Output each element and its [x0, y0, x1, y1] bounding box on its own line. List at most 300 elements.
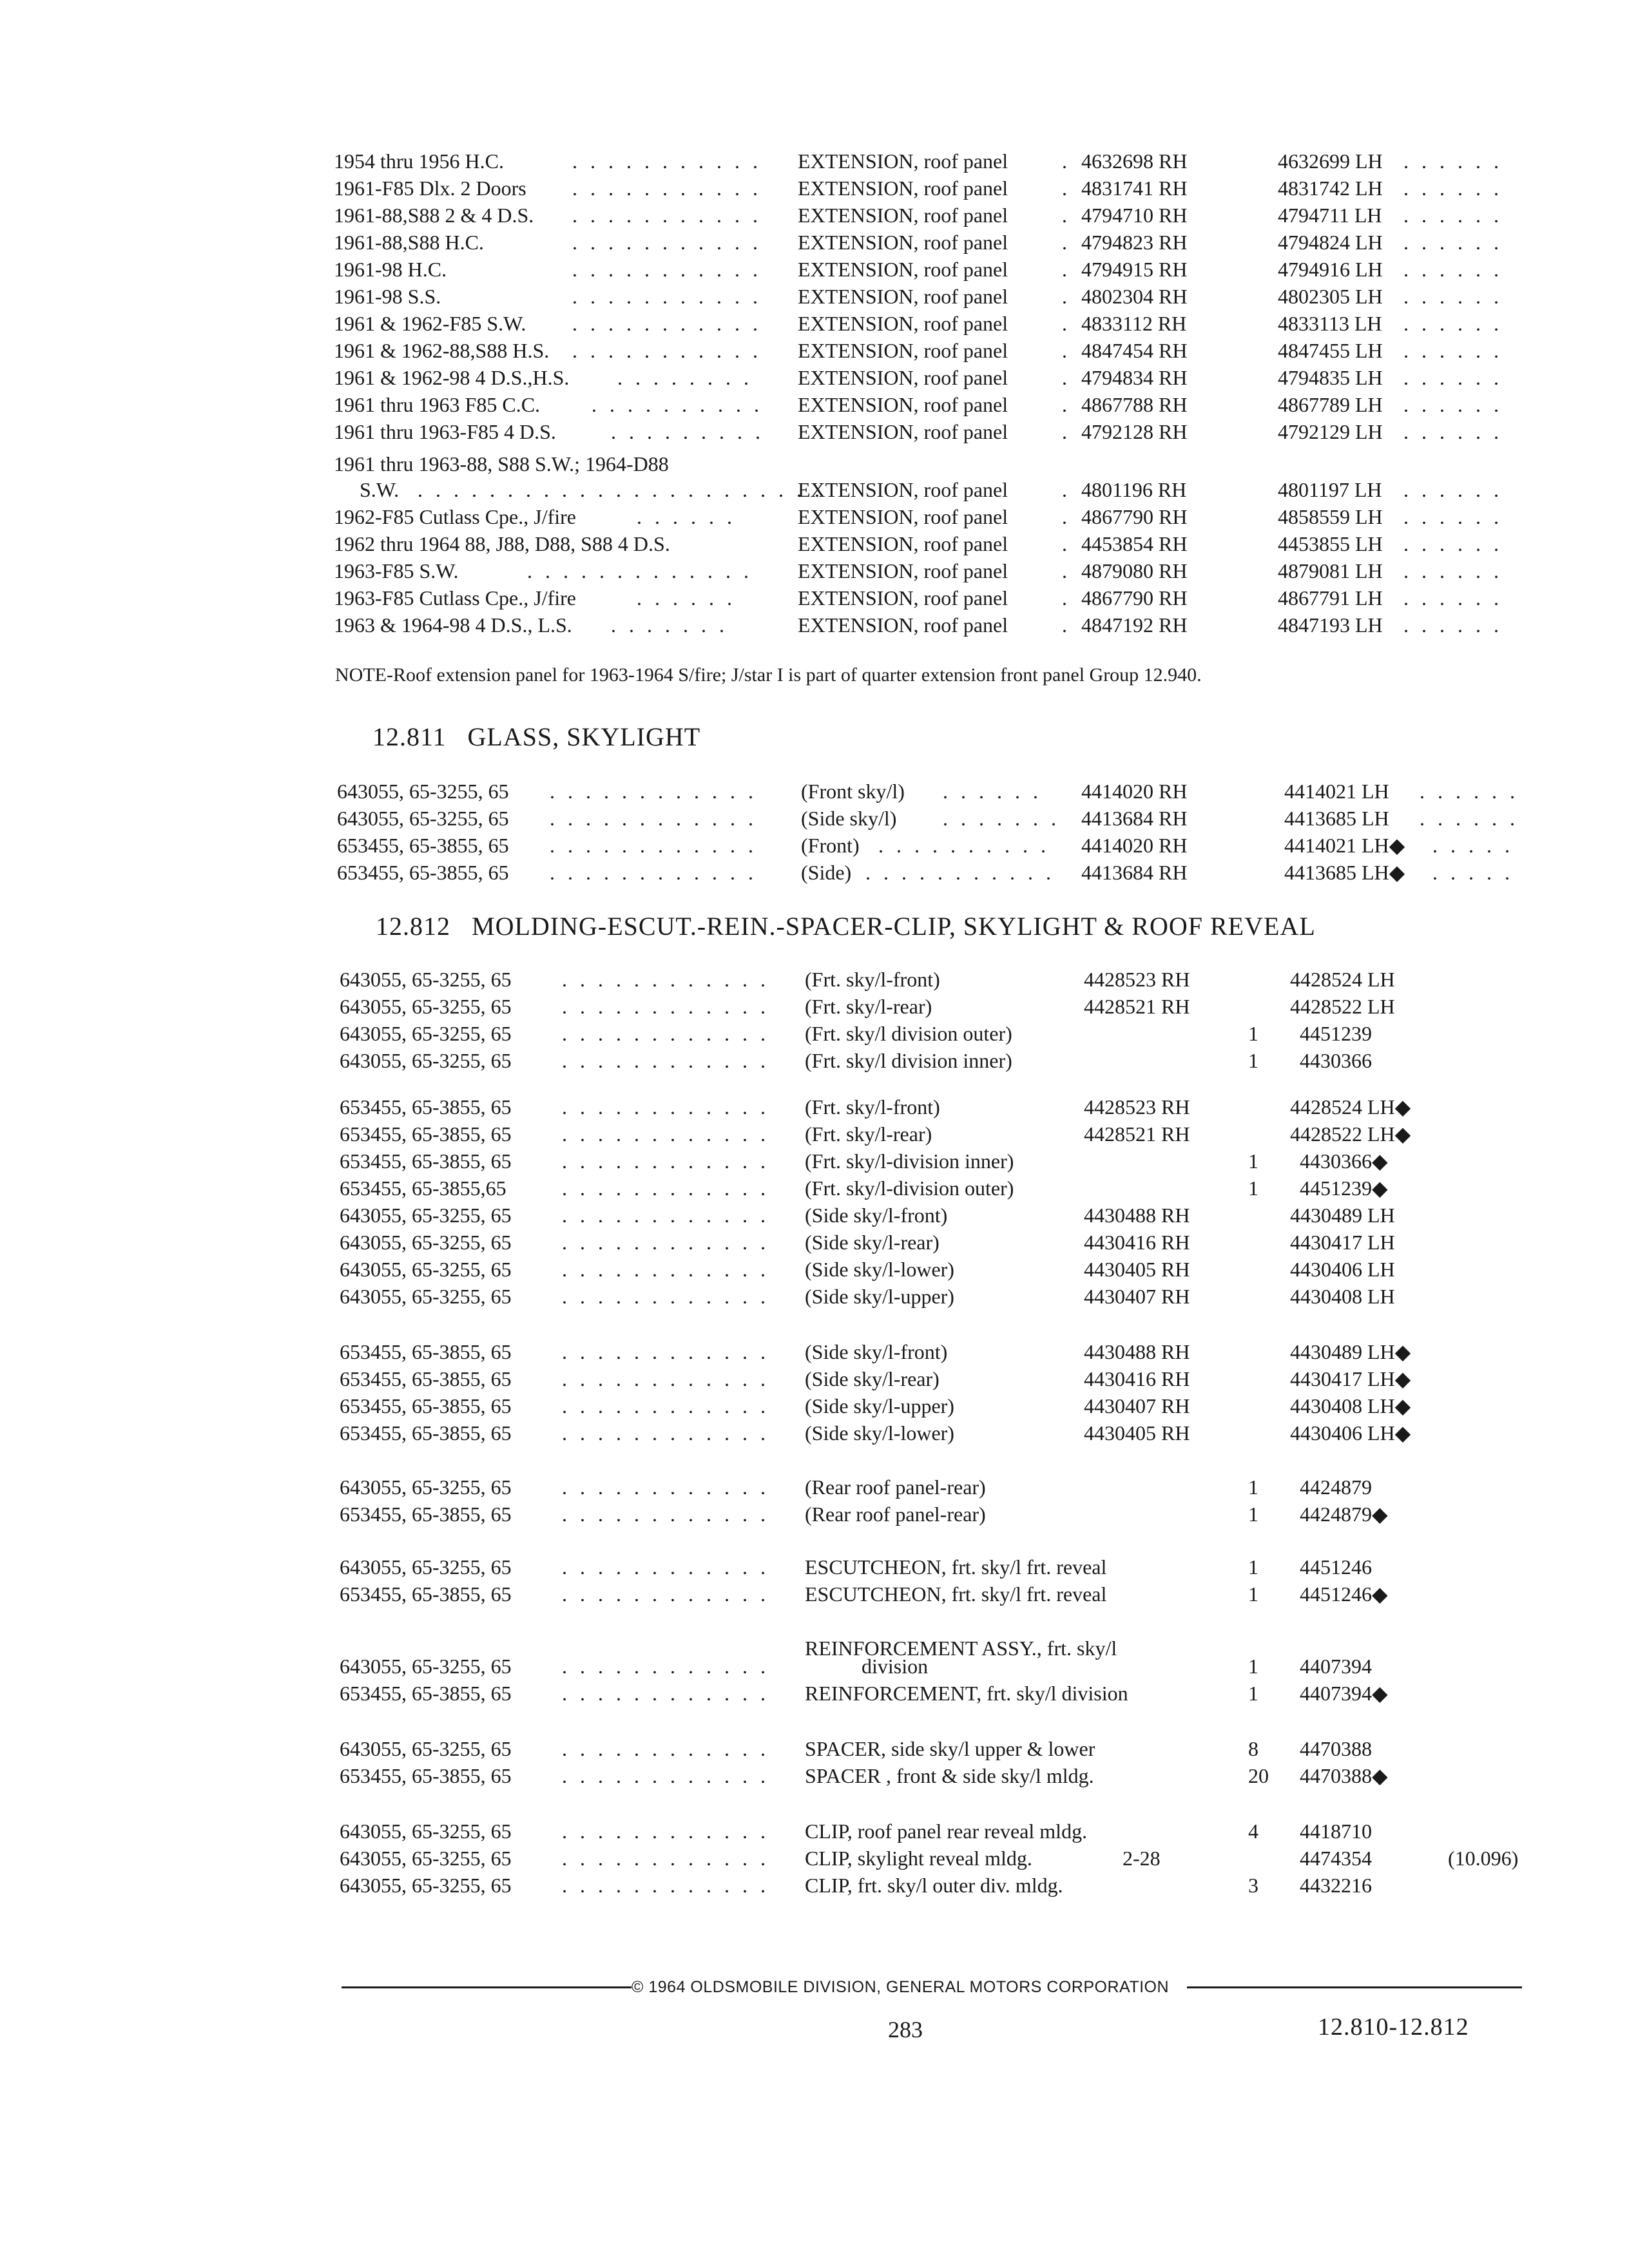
quantity-cell: 2-28	[1123, 1847, 1161, 1870]
lh-part-number: 4418710	[1300, 1820, 1372, 1843]
leader-dots: . . . . . . . . . . .	[572, 231, 762, 254]
lh-part-number: 4413685 LH	[1284, 807, 1389, 830]
model-cell: 1961 & 1962-88,S88 H.S.	[334, 339, 550, 362]
model-cell: S.W.	[360, 478, 400, 501]
row-12812	[340, 1501, 1538, 1527]
model-cell: 1961 & 1962-98 4 D.S.,H.S.	[334, 366, 570, 389]
row-12810	[334, 284, 1532, 309]
row-12812	[340, 1229, 1538, 1255]
description-cell: (Side)	[801, 861, 852, 884]
model-cell: 1963 & 1964-98 4 D.S., L.S.	[334, 613, 572, 637]
lh-part-number: 4794824 LH	[1278, 231, 1383, 254]
description-cell: EXTENSION, roof panel	[798, 285, 1008, 308]
description-cell: (Frt. sky/l-rear)	[805, 1122, 932, 1146]
description-cell: EXTENSION, roof panel	[798, 586, 1008, 610]
leader-dots: . . . . . . . . . . .	[572, 339, 762, 362]
lh-part-number: 4847455 LH	[1278, 339, 1383, 362]
row-12811	[337, 860, 1536, 885]
row-12810	[334, 175, 1532, 201]
row-12812	[340, 1736, 1538, 1762]
rh-part-number: 4430416 RH	[1084, 1367, 1190, 1390]
lh-part-number: 4833113 LH	[1278, 312, 1382, 335]
model-cell: 1962 thru 1964 88, J88, D88, S88 4 D.S.	[334, 532, 670, 555]
lh-part-number: 4407394	[1300, 1655, 1372, 1678]
description-cell: (Rear roof panel-rear)	[805, 1475, 986, 1499]
leader-dots: . . . . . .	[1403, 478, 1503, 501]
quantity-cell: 1	[1248, 1582, 1258, 1606]
rh-part-number: 4879080 RH	[1081, 559, 1188, 582]
lh-part-number: 4451246	[1300, 1555, 1372, 1579]
model-cell: 1961-98 H.C.	[334, 258, 447, 281]
lh-part-number: 4430366	[1300, 1049, 1372, 1072]
row-12812	[340, 1845, 1538, 1871]
leader-dots: . . . . . .	[1403, 149, 1503, 173]
leader-dots: . . . . . . .	[943, 807, 1060, 830]
leader-dots: . . . . . .	[637, 505, 736, 528]
leader-dots: . . . . . . . . . . . .	[562, 1421, 769, 1445]
description-cell: EXTENSION, roof panel	[798, 312, 1008, 335]
rh-part-number: 4414020 RH	[1081, 780, 1188, 803]
row-12812	[340, 1148, 1538, 1174]
leader-dots: . . . . . .	[1403, 505, 1503, 528]
lh-part-number: 4424879◆	[1300, 1503, 1388, 1526]
leader-dots: . . . . . . . . . . . .	[562, 1475, 769, 1499]
rh-part-number: 4794915 RH	[1081, 258, 1188, 281]
leader-dots: . . . . . . . . . . . .	[562, 1177, 769, 1200]
rh-part-number: 4801196 RH	[1081, 478, 1187, 501]
quantity-cell: 1	[1248, 1049, 1258, 1072]
model-cell: 643055, 65-3255, 65	[340, 1820, 512, 1843]
model-cell: 643055, 65-3255, 65	[340, 1655, 512, 1678]
description-cell: EXTENSION, roof panel	[798, 231, 1008, 254]
leader-dots: .	[1062, 177, 1067, 200]
leader-dots: . . . . . . . . . . . .	[550, 807, 757, 830]
row-12811	[337, 832, 1536, 858]
description-cell: EXTENSION, roof panel	[798, 532, 1008, 555]
model-cell: 653455, 65-3855, 65	[340, 1582, 512, 1606]
lh-part-number: 4794711 LH	[1278, 204, 1382, 227]
row-12812	[340, 1818, 1538, 1844]
lh-part-number: 4879081 LH	[1278, 559, 1383, 582]
leader-dots: . . . . . . . . . . .	[865, 861, 1055, 884]
row-12811	[337, 805, 1536, 831]
leader-dots: . . . . . . . . . . . .	[562, 1285, 769, 1308]
leader-dots: . . . . . .	[1420, 780, 1519, 803]
leader-dots: . . . . . . . . . . . .	[562, 1022, 769, 1045]
model-cell: 653455, 65-3855, 65	[340, 1764, 512, 1787]
leader-dots: . . . . . . . . . . . . . . . . . . . . . . .	[418, 478, 824, 501]
model-cell: 1961 & 1962-F85 S.W.	[334, 312, 526, 335]
rh-part-number: 4802304 RH	[1081, 285, 1188, 308]
leader-dots: . . . . . .	[1403, 177, 1503, 200]
lh-part-number: 4451239◆	[1300, 1177, 1388, 1200]
rh-part-number: 4792128 RH	[1081, 420, 1188, 443]
leader-dots: .	[1062, 559, 1067, 582]
model-cell: 643055, 65-3255, 65	[340, 1555, 512, 1579]
row-12810	[334, 229, 1532, 255]
leader-dots: . . . . . .	[1403, 258, 1503, 281]
lh-part-number: 4430408 LH◆	[1290, 1394, 1411, 1418]
row-12812	[340, 1474, 1538, 1500]
leader-dots: . . . . . . . . . . . .	[562, 1682, 769, 1705]
description-cell: EXTENSION, roof panel	[798, 420, 1008, 443]
rh-part-number: 4831741 RH	[1081, 177, 1188, 200]
model-cell: 653455, 65-3855, 65	[337, 861, 509, 884]
description-cell: ESCUTCHEON, frt. sky/l frt. reveal	[805, 1582, 1107, 1606]
description-cell: (Frt. sky/l-division inner)	[805, 1149, 1014, 1173]
description-cell: (Frt. sky/l division outer)	[805, 1022, 1012, 1045]
quantity-cell: 1	[1248, 1475, 1258, 1499]
model-cell: 643055, 65-3255, 65	[340, 995, 512, 1018]
leader-dots: . . . . . . . . . . . .	[550, 780, 757, 803]
description-cell: (Frt. sky/l-division outer)	[805, 1177, 1014, 1200]
lh-part-number: 4430489 LH	[1290, 1204, 1395, 1227]
leader-dots: . . . . . . . . . . .	[572, 258, 762, 281]
leader-dots: . . . . . . . . . . .	[572, 204, 762, 227]
row-12812	[340, 1763, 1538, 1789]
rh-part-number: 4414020 RH	[1081, 834, 1188, 857]
description-cell: EXTENSION, roof panel	[798, 339, 1008, 362]
leader-dots: . . . . . . . . . . . .	[562, 1847, 769, 1870]
description-cell: (Frt. sky/l-front)	[805, 1095, 940, 1119]
quantity-cell: 8	[1248, 1737, 1258, 1760]
model-cell: 1961-88,S88 2 & 4 D.S.	[334, 204, 534, 227]
rh-part-number: 4428523 RH	[1084, 1095, 1190, 1119]
rh-part-number: 4413684 RH	[1081, 807, 1188, 830]
model-cell: 1961 thru 1963 F85 C.C.	[334, 393, 541, 416]
lh-part-number: 4414021 LH	[1284, 780, 1389, 803]
leader-dots: . . . . . . . . . . . .	[562, 1582, 769, 1606]
model-cell: 653455, 65-3855, 65	[340, 1095, 512, 1119]
model-cell: 653455, 65-3855, 65	[340, 1682, 512, 1705]
row-12810	[334, 202, 1532, 228]
leader-dots: . . . . . . . . . . . .	[562, 1095, 769, 1119]
lh-part-number: 4430417 LH	[1290, 1231, 1395, 1254]
lh-part-number: 4632699 LH	[1278, 149, 1383, 173]
lh-part-number: 4470388◆	[1300, 1764, 1388, 1787]
row-12812	[340, 1653, 1538, 1679]
row-12810	[334, 148, 1532, 174]
rh-part-number: 4430405 RH	[1084, 1258, 1190, 1281]
lh-part-number: 4430489 LH◆	[1290, 1340, 1411, 1363]
description-cell: (Side sky/l-lower)	[805, 1421, 954, 1445]
leader-dots: . . . . . . . . . . . .	[562, 1367, 769, 1390]
lh-part-number: 4858559 LH	[1278, 505, 1383, 528]
description-cell: EXTENSION, roof panel	[798, 149, 1008, 173]
row-12810	[334, 311, 1532, 336]
leader-dots: . . . . . .	[1403, 204, 1503, 227]
leader-dots: . . . . . .	[637, 586, 736, 610]
footer-rule-right	[1187, 1986, 1522, 1988]
lh-part-number: 4407394◆	[1300, 1682, 1388, 1705]
leader-dots: .	[1062, 312, 1067, 335]
row-12810	[334, 612, 1532, 638]
lh-part-number: 4428524 LH	[1290, 968, 1395, 991]
model-cell: 643055, 65-3255, 65	[340, 1022, 512, 1045]
section-title: MOLDING-ESCUT.-REIN.-SPACER-CLIP, SKYLIGHT & ROOF REVEAL	[472, 912, 1316, 941]
rh-part-number: 4847454 RH	[1081, 339, 1188, 362]
model-cell: 643055, 65-3255, 65	[340, 1231, 512, 1254]
leader-dots: . . . . . . . . . .	[878, 834, 1050, 857]
page-number: 283	[888, 2017, 923, 2042]
rh-part-number: 4453854 RH	[1081, 532, 1188, 555]
leader-dots: . . . . . . . . . . . .	[562, 1764, 769, 1787]
row-12810	[334, 477, 1532, 503]
row-12812	[340, 1581, 1538, 1607]
leader-dots: . . . . . . . .	[617, 366, 753, 389]
leader-dots: .	[1062, 478, 1067, 501]
description-cell: EXTENSION, roof panel	[798, 613, 1008, 637]
leader-dots: . . . . . .	[943, 780, 1042, 803]
leader-dots: . . . . . . . . . . . .	[562, 1503, 769, 1526]
section-heading-12812	[376, 911, 1316, 942]
leader-dots: . . . . . .	[1420, 807, 1519, 830]
leader-dots: .	[1062, 231, 1067, 254]
lh-part-number: 4430406 LH◆	[1290, 1421, 1411, 1445]
leader-dots: . . . . . . . . . . . .	[562, 1149, 769, 1173]
row-12812	[340, 1420, 1538, 1446]
lh-part-number: 4794835 LH	[1278, 366, 1383, 389]
leader-dots: .	[1062, 393, 1067, 416]
row-12810	[334, 365, 1532, 390]
description-cell: (Frt. sky/l division inner)	[805, 1049, 1012, 1072]
leader-dots: . . . . . . . . . . . .	[562, 1122, 769, 1146]
description-cell: CLIP, roof panel rear reveal mldg.	[805, 1820, 1088, 1843]
leader-dots: .	[1062, 149, 1067, 173]
lh-part-number: 4430417 LH◆	[1290, 1367, 1411, 1390]
row-12812	[340, 1554, 1538, 1580]
quantity-cell: 1	[1248, 1022, 1258, 1045]
model-cell: 1961-F85 Dlx. 2 Doors	[334, 177, 526, 200]
description-cell: (Frt. sky/l-front)	[805, 968, 940, 991]
description-cell: CLIP, frt. sky/l outer div. mldg.	[805, 1874, 1063, 1897]
row-12812	[340, 1175, 1538, 1201]
model-cell: 653455, 65-3855, 65	[337, 834, 509, 857]
row-12810	[334, 558, 1532, 584]
leader-dots: . . . . . .	[1403, 339, 1503, 362]
leader-dots: . . . . . .	[1403, 420, 1503, 443]
description-cell: (Side sky/l-front)	[805, 1204, 948, 1227]
rh-part-number: 4794834 RH	[1081, 366, 1188, 389]
leader-dots: . . . . . . . . . . . .	[562, 1394, 769, 1418]
quantity-cell: 20	[1248, 1764, 1269, 1787]
lh-part-number: 4428522 LH	[1290, 995, 1395, 1018]
leader-dots: . . . . . . . . .	[611, 420, 764, 443]
lh-part-number: 4801197 LH	[1278, 478, 1382, 501]
leader-dots: . . . . . . . . . . . .	[562, 968, 769, 991]
row-12812	[340, 1366, 1538, 1392]
lh-part-number: 4451239	[1300, 1022, 1372, 1045]
model-cell: 653455, 65-3855, 65	[340, 1503, 512, 1526]
description-cell: (Side sky/l-upper)	[805, 1285, 954, 1308]
model-cell: 643055, 65-3255, 65	[340, 1874, 512, 1897]
description-cell: EXTENSION, roof panel	[798, 505, 1008, 528]
row-12812	[340, 1393, 1538, 1419]
description-cell: SPACER, side sky/l upper & lower	[805, 1737, 1095, 1760]
rh-part-number: 4428523 RH	[1084, 968, 1190, 991]
lh-part-number: 4413685 LH◆	[1284, 861, 1405, 884]
description-cell: ESCUTCHEON, frt. sky/l frt. reveal	[805, 1555, 1107, 1579]
row-12810	[334, 256, 1532, 282]
row-12810-multiline	[334, 451, 1532, 477]
section-title: GLASS, SKYLIGHT	[467, 722, 701, 751]
description-cell: CLIP, skylight reveal mldg.	[805, 1847, 1032, 1870]
description-cell: (Frt. sky/l-rear)	[805, 995, 932, 1018]
leader-dots: . . . . . . .	[611, 613, 728, 637]
leader-dots: . . . . . . . . . . . . .	[527, 559, 753, 582]
leader-dots: . . . . . .	[1403, 366, 1503, 389]
quantity-cell: 1	[1248, 1682, 1258, 1705]
lh-part-number: 4414021 LH◆	[1284, 834, 1405, 857]
rh-part-number: 4430488 RH	[1084, 1204, 1190, 1227]
description-cell: EXTENSION, roof panel	[798, 204, 1008, 227]
description-cell: (Front sky/l)	[801, 780, 905, 803]
leader-dots: . . . . . . . . . . . .	[562, 1737, 769, 1760]
leader-dots: . . . . . . . . . . . .	[562, 1231, 769, 1254]
lh-part-number: 4453855 LH	[1278, 532, 1383, 555]
model-cell-first-line: 1961 thru 1963-88, S88 S.W.; 1964-D88	[334, 452, 669, 476]
model-cell: 653455, 65-3855, 65	[340, 1149, 512, 1173]
model-cell: 643055, 65-3255, 65	[337, 780, 509, 803]
leader-dots: . . . . . .	[1403, 559, 1503, 582]
row-12810	[334, 585, 1532, 611]
row-12810	[334, 419, 1532, 445]
lh-part-number: 4831742 LH	[1278, 177, 1383, 200]
quantity-cell: 1	[1248, 1177, 1258, 1200]
leader-dots: . . . . . . . . . . .	[572, 312, 762, 335]
leader-dots: .	[1062, 505, 1067, 528]
row-12810	[334, 504, 1532, 530]
description-cell-first-line: REINFORCEMENT ASSY., frt. sky/l	[805, 1637, 1117, 1660]
row-12811	[337, 778, 1536, 804]
leader-dots: . . . . . .	[1403, 231, 1503, 254]
model-cell: 1954 thru 1956 H.C.	[334, 149, 504, 173]
description-cell: EXTENSION, roof panel	[798, 366, 1008, 389]
footer-rule-left	[342, 1986, 631, 1988]
description-cell: (Side sky/l-lower)	[805, 1258, 954, 1281]
rh-part-number: 4794823 RH	[1081, 231, 1188, 254]
section-heading-12811	[372, 722, 700, 753]
leader-dots: . . . . . .	[1403, 312, 1503, 335]
leader-dots: . . . . . .	[1403, 285, 1503, 308]
model-cell: 643055, 65-3255, 65	[337, 807, 509, 830]
leader-dots: . . . . . . . . . . . .	[562, 995, 769, 1018]
leader-dots: .	[1062, 339, 1067, 362]
leader-dots: . . . . . . . . . . . .	[550, 834, 757, 857]
quantity-cell: 4	[1248, 1820, 1258, 1843]
rh-part-number: 4430488 RH	[1084, 1340, 1190, 1363]
description-cell: EXTENSION, roof panel	[798, 559, 1008, 582]
leader-dots: .	[1062, 285, 1067, 308]
description-cell: REINFORCEMENT, frt. sky/l division	[805, 1682, 1128, 1705]
model-cell: 643055, 65-3255, 65	[340, 1285, 512, 1308]
rh-part-number: 4632698 RH	[1081, 149, 1188, 173]
model-cell: 643055, 65-3255, 65	[340, 1475, 512, 1499]
leader-dots: .	[1062, 532, 1067, 555]
rh-part-number: 4428521 RH	[1084, 995, 1190, 1018]
quantity-cell: 1	[1248, 1149, 1258, 1173]
quantity-cell: 1	[1248, 1503, 1258, 1526]
description-cell: (Side sky/l-front)	[805, 1340, 948, 1363]
leader-dots: . . . . . .	[1403, 586, 1503, 610]
lh-part-number: 4428522 LH◆	[1290, 1122, 1411, 1146]
description-cell: (Side sky/l)	[801, 807, 897, 830]
copyright-notice: © 1964 OLDSMOBILE DIVISION, GENERAL MOTORS CORPORATION	[631, 1978, 1170, 1996]
model-cell: 653455, 65-3855, 65	[340, 1122, 512, 1146]
lh-part-number: 4794916 LH	[1278, 258, 1383, 281]
lh-part-number: 4424879	[1300, 1475, 1372, 1499]
lh-part-number: 4867789 LH	[1278, 393, 1383, 416]
rh-part-number: 4430407 RH	[1084, 1285, 1190, 1308]
leader-dots: . . . . .	[1432, 861, 1514, 884]
leader-dots: . . . . . . . . . . . .	[562, 1204, 769, 1227]
description-cell: EXTENSION, roof panel	[798, 478, 1008, 501]
leader-dots: . . . . . . . . . . . .	[562, 1258, 769, 1281]
leader-dots: .	[1062, 420, 1067, 443]
quantity-cell: 1	[1248, 1555, 1258, 1579]
model-cell: 643055, 65-3255, 65	[340, 1204, 512, 1227]
model-cell: 643055, 65-3255, 65	[340, 968, 512, 991]
row-12812	[340, 1283, 1538, 1309]
quantity-cell: 1	[1248, 1655, 1258, 1678]
lh-part-number: 4792129 LH	[1278, 420, 1383, 443]
model-cell: 1962-F85 Cutlass Cpe., J/fire	[334, 505, 576, 528]
leader-dots: . . . . . . . . . . .	[572, 285, 762, 308]
leader-dots: . . . . .	[1432, 834, 1514, 857]
rh-part-number: 4867790 RH	[1081, 586, 1188, 610]
lh-part-number: 4470388	[1300, 1737, 1372, 1760]
lh-part-number: 4802305 LH	[1278, 285, 1383, 308]
model-cell: 1963-F85 Cutlass Cpe., J/fire	[334, 586, 576, 610]
description-cell: (Side sky/l-rear)	[805, 1367, 940, 1390]
row-12812	[340, 1680, 1538, 1706]
rh-part-number: 4794710 RH	[1081, 204, 1188, 227]
section-number: 12.812	[376, 912, 450, 941]
row-12812	[340, 1872, 1538, 1898]
model-cell: 653455, 65-3855, 65	[340, 1340, 512, 1363]
leader-dots: . . . . . . . . . . . .	[550, 861, 757, 884]
model-cell: 1961 thru 1963-F85 4 D.S.	[334, 420, 556, 443]
row-12812	[340, 1094, 1538, 1120]
leader-dots: .	[1062, 586, 1067, 610]
rh-part-number: 4867788 RH	[1081, 393, 1188, 416]
leader-dots: . . . . . . . . . . . .	[562, 1655, 769, 1678]
leader-dots: . . . . . . . . . . . .	[562, 1555, 769, 1579]
description-cell: (Side sky/l-rear)	[805, 1231, 940, 1254]
description-cell: (Front)	[801, 834, 860, 857]
model-cell: 653455, 65-3855, 65	[340, 1421, 512, 1445]
model-cell: 1961-98 S.S.	[334, 285, 441, 308]
row-12812	[340, 1021, 1538, 1046]
leader-dots: .	[1062, 366, 1067, 389]
leader-dots: . . . . . . . . . .	[592, 393, 763, 416]
rh-part-number: 4428521 RH	[1084, 1122, 1190, 1146]
description-cell: division	[862, 1655, 929, 1678]
row-12810	[334, 338, 1532, 363]
description-cell: (Rear roof panel-rear)	[805, 1503, 986, 1526]
leader-dots: . . . . . .	[1403, 613, 1503, 637]
leader-dots: .	[1062, 204, 1067, 227]
leader-dots: . . . . . . . . . . . .	[562, 1820, 769, 1843]
row-12810	[334, 392, 1532, 418]
description-cell: (Side sky/l-upper)	[805, 1394, 954, 1418]
lh-part-number: 4428524 LH◆	[1290, 1095, 1411, 1119]
lh-part-number: 4432216	[1300, 1874, 1372, 1897]
rh-part-number: 4430407 RH	[1084, 1394, 1190, 1418]
leader-dots: .	[1062, 613, 1067, 637]
model-cell: 1961-88,S88 H.C.	[334, 231, 484, 254]
row-12812	[340, 1202, 1538, 1228]
